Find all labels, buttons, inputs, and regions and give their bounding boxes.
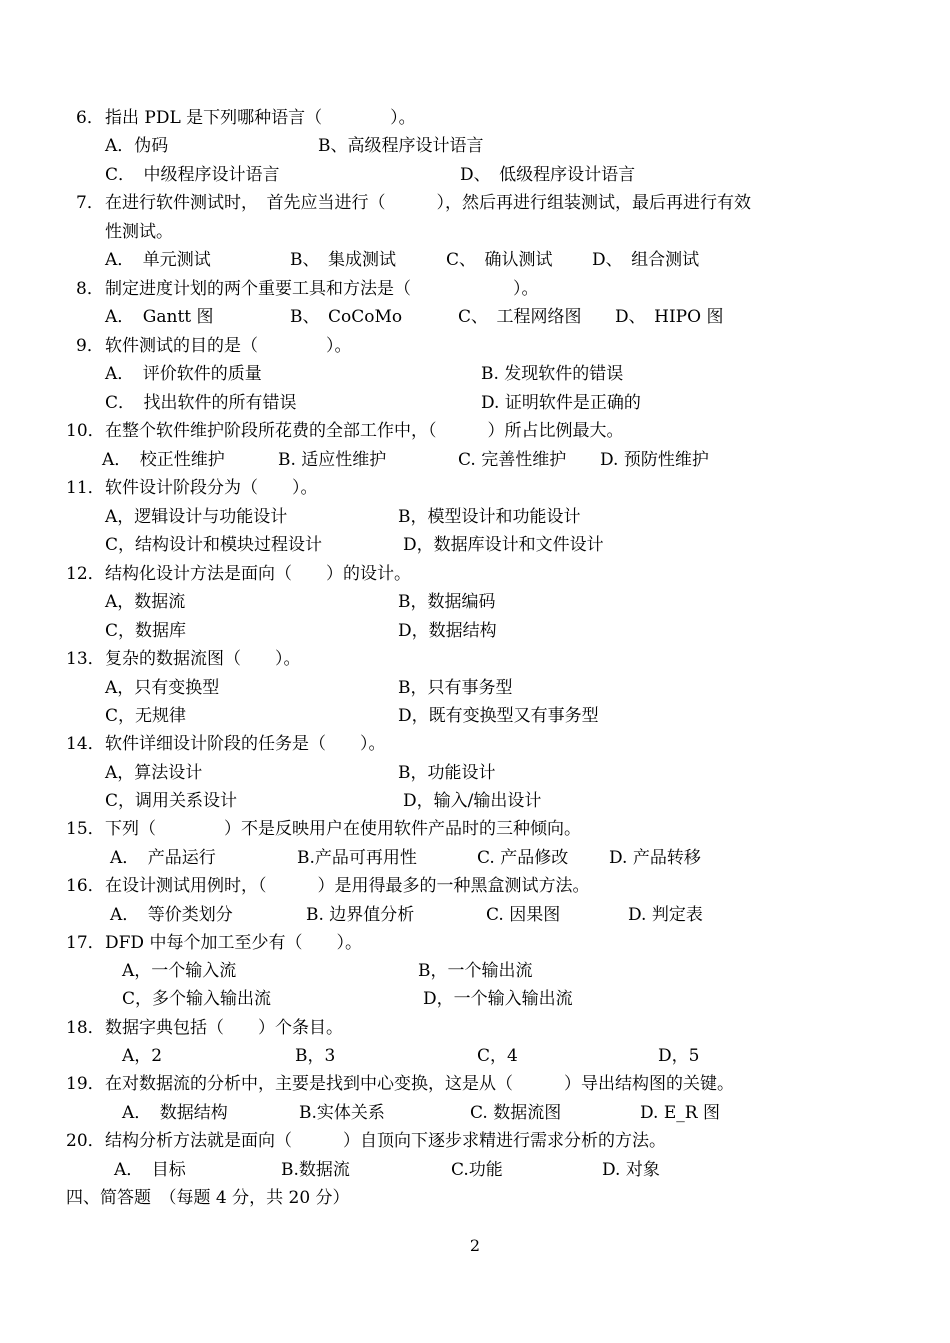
- option: C． 中级程序设计语言: [105, 165, 280, 185]
- question-number: 7．: [76, 193, 104, 213]
- page-number: 2: [469, 1236, 481, 1255]
- option: A，只有变换型: [105, 678, 220, 698]
- option: D、 低级程序设计语言: [460, 165, 636, 185]
- option: A，算法设计: [105, 763, 203, 783]
- option: B、 集成测试: [290, 250, 396, 270]
- question-number: 20．: [66, 1131, 105, 1151]
- question-number: 14．: [66, 734, 105, 754]
- option: A． 等价类划分: [110, 905, 233, 925]
- question-number: 19．: [66, 1074, 105, 1094]
- question-stem: 软件设计阶段分为（ ）。: [105, 478, 318, 498]
- option: B. 边界值分析: [306, 905, 415, 925]
- question-stem: 下列（ ）不是反映用户在使用软件产品时的三种倾向。: [105, 819, 581, 839]
- option: B.产品可再用性: [297, 848, 417, 868]
- question-stem: DFD 中每个加工至少有（ ）。: [105, 933, 362, 953]
- option: C． 找出软件的所有错误: [105, 393, 297, 413]
- option: B、高级程序设计语言: [318, 136, 484, 156]
- option: A，逻辑设计与功能设计: [105, 507, 288, 527]
- option: D、 组合测试: [592, 250, 700, 270]
- option: C，多个输入输出流: [122, 989, 272, 1009]
- option: B，一个输出流: [418, 961, 533, 981]
- option: A，一个输入流: [122, 961, 237, 981]
- option: C、 确认测试: [446, 250, 553, 270]
- option: B，数据编码: [398, 592, 496, 612]
- option: D. 对象: [602, 1160, 660, 1180]
- option: D，数据结构: [398, 621, 497, 641]
- question-stem: 在整个软件维护阶段所花费的全部工作中，（ ）所占比例最大。: [105, 421, 624, 441]
- option: C，调用关系设计: [105, 791, 238, 811]
- option: C. 因果图: [486, 905, 561, 925]
- option: D，输入/输出设计: [403, 791, 542, 811]
- option: B. 适应性维护: [278, 450, 387, 470]
- question-stem: 制定进度计划的两个重要工具和方法是（ ）。: [105, 279, 539, 299]
- question-stem: 软件详细设计阶段的任务是（ ）。: [105, 734, 386, 754]
- question-number: 13．: [66, 649, 105, 669]
- option: A． 产品运行: [110, 848, 216, 868]
- option: A． 评价软件的质量: [105, 364, 262, 384]
- question-number: 10．: [66, 421, 105, 441]
- option: D. 产品转移: [609, 848, 701, 868]
- option: A． Gantt 图: [105, 307, 214, 327]
- question-number: 15．: [66, 819, 105, 839]
- question-number: 6．: [76, 108, 104, 128]
- option: D. 证明软件是正确的: [481, 393, 641, 413]
- question-number: 11．: [66, 478, 105, 498]
- question-number: 12．: [66, 564, 105, 584]
- option: C、 工程网络图: [458, 307, 582, 327]
- option: B，3: [295, 1046, 336, 1066]
- option: C，数据库: [105, 621, 187, 641]
- option: D，一个输入输出流: [423, 989, 573, 1009]
- option: C，结构设计和模块过程设计: [105, 535, 323, 555]
- question-stem: 数据字典包括（ ）个条目。: [105, 1018, 343, 1038]
- option: B、 CoCoMo: [290, 307, 403, 327]
- option: D，5: [658, 1046, 700, 1066]
- question-stem: 软件测试的目的是（ ）。: [105, 336, 352, 356]
- option: A． 数据结构: [122, 1103, 228, 1123]
- option: A，数据流: [105, 592, 186, 612]
- option: B.实体关系: [299, 1103, 385, 1123]
- option: B，功能设计: [398, 763, 496, 783]
- question-number: 16．: [66, 876, 105, 896]
- question-number: 9．: [76, 336, 104, 356]
- question-stem: 在对数据流的分析中，主要是找到中心变换，这是从（ ）导出结构图的关键。: [105, 1074, 734, 1094]
- option: D，既有变换型又有事务型: [398, 706, 599, 726]
- option: B，只有事务型: [398, 678, 513, 698]
- question-stem: 结构分析方法就是面向（ ）自顶向下逐步求精进行需求分析的方法。: [105, 1131, 666, 1151]
- option: C. 数据流图: [470, 1103, 562, 1123]
- option: C. 产品修改: [477, 848, 569, 868]
- question-stem: 在进行软件测试时， 首先应当进行（ ），然后再进行组装测试，最后再进行有效: [105, 193, 751, 213]
- option: C，无规律: [105, 706, 187, 726]
- question-number: 18．: [66, 1018, 105, 1038]
- option: C. 完善性维护: [458, 450, 567, 470]
- option: B. 发现软件的错误: [481, 364, 624, 384]
- question-stem: 复杂的数据流图（ ）。: [105, 649, 301, 669]
- option: A，2: [122, 1046, 163, 1066]
- option: A．伪码: [105, 136, 169, 156]
- question-number: 17．: [66, 933, 105, 953]
- option: B，模型设计和功能设计: [398, 507, 581, 527]
- option: C，4: [477, 1046, 518, 1066]
- option: D. E_R 图: [640, 1103, 720, 1123]
- option: D，数据库设计和文件设计: [403, 535, 604, 555]
- option: B.数据流: [281, 1160, 350, 1180]
- question-stem: 指出 PDL 是下列哪种语言（ ）。: [105, 108, 416, 128]
- option: D. 判定表: [628, 905, 703, 925]
- option: D. 预防性维护: [600, 450, 709, 470]
- option: C.功能: [451, 1160, 503, 1180]
- question-number: 8．: [76, 279, 104, 299]
- option: A． 校正性维护: [102, 450, 225, 470]
- option: A． 单元测试: [105, 250, 211, 270]
- section-heading: 四、简答题 （每题 4 分，共 20 分）: [66, 1188, 350, 1208]
- option: D、 HIPO 图: [615, 307, 724, 327]
- question-stem: 结构化设计方法是面向（ ）的设计。: [105, 564, 411, 584]
- question-stem: 在设计测试用例时，（ ）是用得最多的一种黑盒测试方法。: [105, 876, 590, 896]
- option: A． 目标: [114, 1160, 186, 1180]
- question-stem-continued: 性测试。: [105, 222, 173, 242]
